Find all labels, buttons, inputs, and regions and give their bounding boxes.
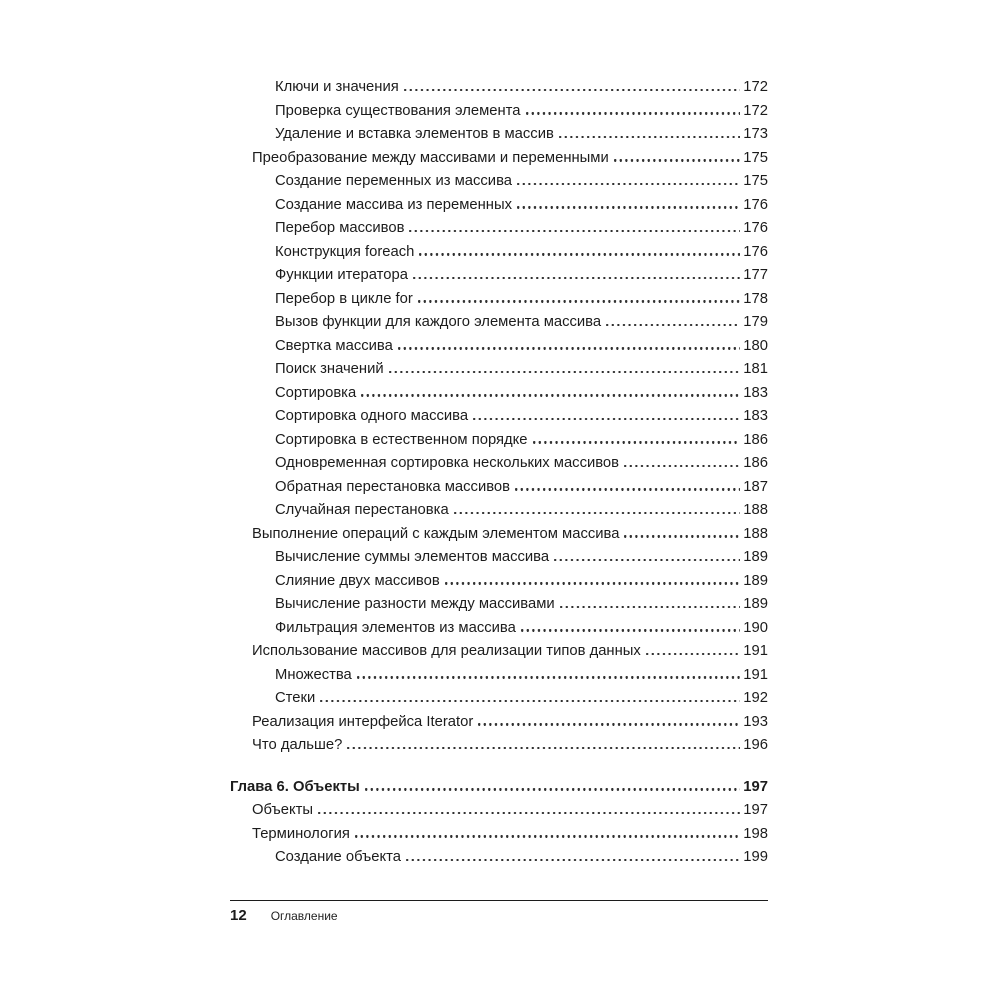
toc-entry-page-number: 192	[743, 690, 768, 706]
toc-entry-title: Сортировка	[275, 384, 357, 401]
toc-entry	[230, 546, 768, 570]
toc-dot-leader	[320, 700, 740, 702]
toc-entry-page-number: 177	[743, 267, 768, 283]
toc-dot-leader	[526, 112, 741, 114]
toc-entry-page-number: 187	[743, 478, 768, 495]
toc-entry-page-number: 188	[743, 525, 768, 542]
toc-entry-title: Использование массивов для реализации типов данных	[252, 643, 641, 659]
toc-entry-title: Вычисление суммы элементов массива	[275, 549, 550, 565]
toc-dot-leader	[559, 136, 740, 138]
toc-dot-leader	[404, 89, 741, 91]
toc-entry	[230, 593, 768, 617]
toc-entry	[230, 799, 768, 823]
toc-dot-leader	[554, 559, 740, 561]
toc-dot-leader	[606, 324, 740, 326]
toc-entry	[230, 499, 768, 523]
toc-entry	[230, 687, 768, 711]
toc-entry	[230, 100, 768, 124]
toc-entry-title: Вычисление разности между массивами	[275, 596, 555, 612]
footer-section-title: Оглавление	[270, 909, 338, 923]
toc-entry	[230, 476, 768, 500]
toc-entry-title: Одновременная сортировка нескольких массивов	[275, 455, 620, 471]
table-of-contents	[230, 76, 768, 870]
toc-entry-title: Перебор массивов	[275, 220, 405, 236]
toc-entry-title: Случайная перестановка	[275, 502, 449, 518]
toc-entry-title: Вызов функции для каждого элемента массива	[275, 314, 602, 330]
toc-entry	[230, 452, 768, 476]
toc-dot-leader	[614, 159, 741, 161]
toc-dot-leader	[398, 347, 740, 349]
toc-entry	[230, 76, 768, 100]
toc-entry-page-number: 193	[743, 713, 768, 730]
toc-entry-title: Терминология	[252, 825, 350, 842]
toc-dot-leader	[361, 394, 740, 396]
toc-dot-leader	[646, 653, 740, 655]
toc-entry	[230, 776, 768, 800]
toc-dot-leader	[347, 747, 740, 749]
toc-entry	[230, 170, 768, 194]
toc-entry-title: Фильтрация элементов из массива	[275, 619, 516, 636]
toc-entry-title: Ключи и значения	[275, 79, 399, 95]
toc-dot-leader	[389, 371, 741, 373]
toc-entry	[230, 335, 768, 359]
toc-entry-title: Что дальше?	[252, 737, 343, 753]
toc-entry	[230, 523, 768, 547]
toc-entry-page-number: 191	[743, 666, 768, 683]
toc-dot-leader	[624, 535, 740, 537]
toc-entry-title: Сортировка в естественном порядке	[275, 431, 528, 448]
toc-entry	[230, 217, 768, 241]
toc-entry-page-number: 190	[743, 619, 768, 636]
toc-entry-page-number: 180	[743, 337, 768, 354]
toc-entry	[230, 358, 768, 382]
toc-entry-title: Глава 6. Объекты	[230, 778, 360, 795]
toc-entry	[230, 405, 768, 429]
toc-dot-leader	[533, 441, 741, 443]
toc-dot-leader	[624, 465, 740, 467]
toc-entry-page-number: 178	[743, 290, 768, 307]
toc-entry-page-number: 189	[743, 596, 768, 612]
toc-entry-title: Конструкция foreach	[275, 243, 415, 260]
toc-entry-title: Перебор в цикле for	[275, 290, 413, 307]
toc-entry-title: Функции итератора	[275, 267, 408, 283]
toc-entry-page-number: 176	[743, 220, 768, 236]
toc-dot-leader	[318, 812, 740, 814]
toc-entry-page-number: 196	[743, 737, 768, 753]
toc-dot-leader	[454, 512, 741, 514]
toc-entry-title: Обратная перестановка массивов	[275, 478, 511, 495]
toc-entry-title: Множества	[275, 666, 352, 683]
toc-entry-page-number: 176	[743, 196, 768, 213]
toc-entry-title: Объекты	[252, 802, 314, 818]
toc-dot-leader	[521, 629, 740, 631]
toc-entry-title: Проверка существования элемента	[275, 102, 521, 119]
toc-dot-leader	[478, 723, 740, 725]
toc-entry-page-number: 176	[743, 243, 768, 260]
toc-entry-page-number: 175	[743, 149, 768, 166]
toc-entry-title: Сортировка одного массива	[275, 408, 469, 424]
page-footer	[230, 900, 768, 924]
toc-entry	[230, 194, 768, 218]
toc-entry	[230, 570, 768, 594]
toc-dot-leader	[355, 835, 740, 837]
toc-entry	[230, 664, 768, 688]
toc-entry-title: Свертка массива	[275, 337, 393, 354]
toc-entry	[230, 617, 768, 641]
toc-entry	[230, 123, 768, 147]
toc-entry-title: Создание массива из переменных	[275, 196, 512, 213]
toc-entry	[230, 382, 768, 406]
toc-entry-page-number: 183	[743, 408, 768, 424]
toc-dot-leader	[473, 418, 740, 420]
toc-entry	[230, 147, 768, 171]
toc-entry	[230, 823, 768, 847]
toc-entry-page-number: 198	[743, 825, 768, 842]
toc-entry	[230, 311, 768, 335]
toc-dot-leader	[357, 676, 741, 678]
toc-entry-title: Реализация интерфейса Iterator	[252, 713, 474, 730]
toc-entry	[230, 640, 768, 664]
toc-dot-leader	[560, 606, 741, 608]
toc-entry-title: Стеки	[275, 690, 316, 706]
toc-entry	[230, 711, 768, 735]
toc-entry-page-number: 181	[743, 361, 768, 377]
toc-entry-page-number: 189	[743, 572, 768, 589]
toc-entry	[230, 264, 768, 288]
toc-entry-page-number: 189	[743, 549, 768, 565]
toc-entry-page-number: 172	[743, 102, 768, 119]
toc-entry-title: Преобразование между массивами и переменными	[252, 149, 609, 166]
toc-entry-page-number: 197	[743, 778, 768, 795]
toc-dot-leader	[517, 183, 740, 185]
toc-dot-leader	[515, 488, 740, 490]
toc-entry-title: Поиск значений	[275, 361, 384, 377]
toc-entry-page-number: 191	[743, 643, 768, 659]
toc-entry-page-number: 186	[743, 455, 768, 471]
toc-entry-page-number: 199	[743, 849, 768, 865]
footer-page-number: 12	[230, 907, 247, 924]
toc-dot-leader	[413, 277, 740, 279]
toc-entry-page-number: 197	[743, 802, 768, 818]
toc-entry	[230, 241, 768, 265]
toc-entry-page-number: 186	[743, 431, 768, 448]
toc-entry-page-number: 183	[743, 384, 768, 401]
toc-entry	[230, 288, 768, 312]
toc-entry-page-number: 179	[743, 314, 768, 330]
toc-entry-title: Слияние двух массивов	[275, 572, 440, 589]
toc-dot-leader	[418, 300, 741, 302]
toc-dot-leader	[409, 230, 740, 232]
toc-dot-leader	[517, 206, 740, 208]
toc-dot-leader	[419, 253, 740, 255]
toc-entry-page-number: 172	[743, 79, 768, 95]
toc-dot-leader	[406, 859, 740, 861]
toc-entry	[230, 734, 768, 758]
toc-dot-leader	[365, 788, 741, 790]
toc-entry-title: Удаление и вставка элементов в массив	[275, 126, 554, 142]
toc-entry-title: Создание объекта	[275, 849, 402, 865]
toc-entry-page-number: 175	[743, 173, 768, 189]
toc-entry-title: Создание переменных из массива	[275, 173, 512, 189]
toc-entry	[230, 846, 768, 870]
toc-entry	[230, 429, 768, 453]
toc-entry-page-number: 188	[743, 502, 768, 518]
toc-entry-title: Выполнение операций с каждым элементом массива	[252, 525, 620, 542]
toc-dot-leader	[445, 582, 741, 584]
toc-entry-page-number: 173	[743, 126, 768, 142]
